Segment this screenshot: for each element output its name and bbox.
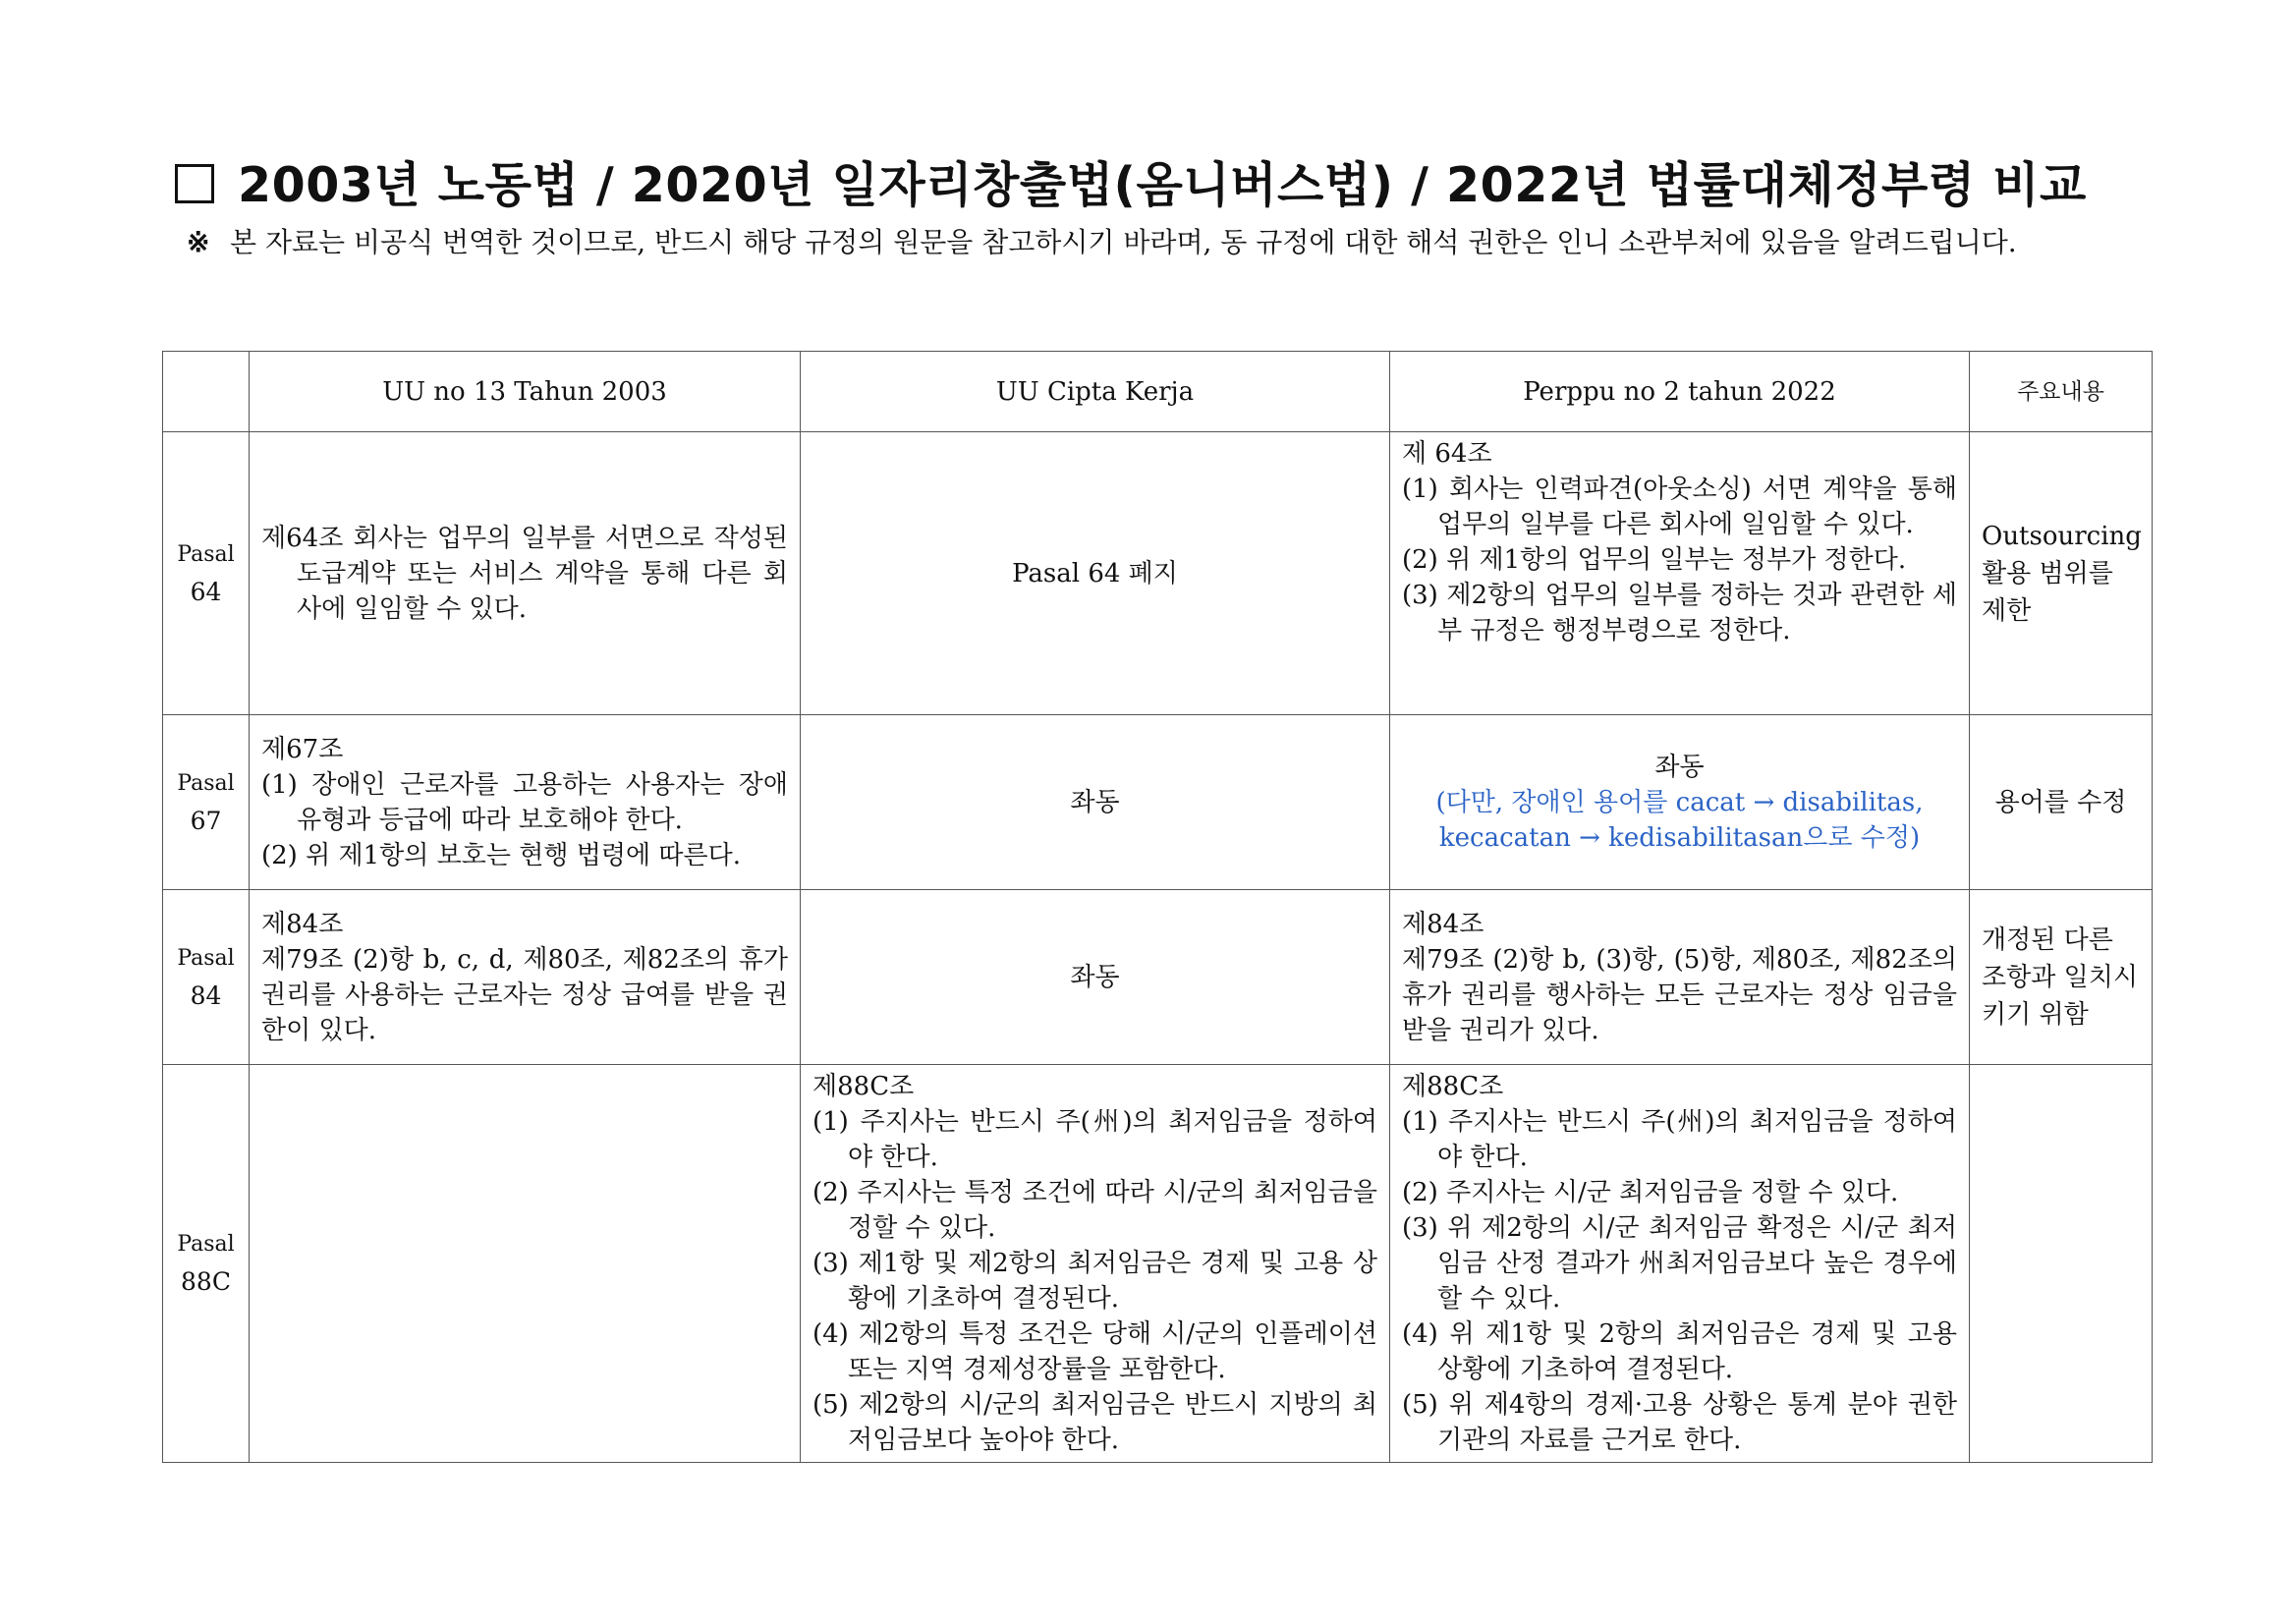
perppu-terminology-note: (다만, 장애인 용어를 cacat → disabilitas, kecacatan → kedisabilitasan으로 수정) xyxy=(1435,787,1924,853)
reference-mark-icon: ※ xyxy=(187,226,210,258)
main-content-text: 용어를 수정 xyxy=(1994,787,2127,817)
perppu-cell xyxy=(1390,890,1970,1065)
perppu-clause: (3) 제2항의 업무의 일부를 정하는 것과 관련한 세부 규정은 행정부령으로 정한다. xyxy=(1402,581,1957,645)
pasal-label: Pasal xyxy=(177,945,235,971)
uu2003-text: 제64조 회사는 업무의 일부를 서면으로 작성된 도급계약 또는 서비스 계약을 통해 다른 회사에 일임할 수 있다. xyxy=(261,523,788,624)
header-uu-2003: UU no 13 Tahun 2003 xyxy=(250,352,801,432)
perppu-clause: (1) 주지사는 반드시 주(州)의 최저임금을 정하여야 한다. xyxy=(1402,1107,1957,1172)
perppu-clause: (2) 위 제1항의 업무의 일부는 정부가 정한다. xyxy=(1402,545,1907,575)
uu2003-cell xyxy=(250,715,801,890)
ciptakerja-cell xyxy=(801,432,1390,715)
page-title-text: 2003년 노동법 / 2020년 일자리창출법(옴니버스법) / 2022년 법률대체정부령 비교 xyxy=(238,157,2087,213)
pasal-cell xyxy=(163,1065,250,1463)
perppu-clause: (3) 위 제2항의 시/군 최저임금 확정은 시/군 최저임금 산정 결과가 州최저임금보다 높은 경우에 할 수 있다. xyxy=(1402,1213,1957,1314)
perppu-article-heading: 제 64조 xyxy=(1402,439,1492,469)
pasal-number: 64 xyxy=(190,577,222,606)
perppu-article-heading: 좌동 xyxy=(1654,752,1705,782)
pasal-label: Pasal xyxy=(177,770,235,796)
header-uu-cipta-kerja: UU Cipta Kerja xyxy=(801,352,1390,432)
perppu-cell xyxy=(1390,715,1970,890)
main-content-cell xyxy=(1970,1065,2153,1463)
table-row xyxy=(163,432,2153,715)
ciptakerja-text: 좌동 xyxy=(1070,962,1120,992)
uu2003-cell xyxy=(250,1065,801,1463)
ciptakerja-text: Pasal 64 폐지 xyxy=(1012,558,1178,588)
main-content-text: Outsourcing 활용 범위를 제한 xyxy=(1982,521,2142,626)
header-empty xyxy=(163,352,250,432)
perppu-article-heading: 제84조 xyxy=(1402,909,1484,939)
ciptakerja-text: 좌동 xyxy=(1070,787,1120,817)
ciptakerja-clause: (2) 주지사는 특정 조건에 따라 시/군의 최저임금을 정할 수 있다. xyxy=(812,1178,1377,1243)
header-main-content: 주요내용 xyxy=(1970,352,2153,432)
pasal-cell xyxy=(163,715,250,890)
main-content-cell xyxy=(1970,432,2153,715)
uu2003-article-heading: 제84조 xyxy=(261,909,344,939)
header-perppu-2022: Perppu no 2 tahun 2022 xyxy=(1390,352,1970,432)
uu2003-clause: (2) 위 제1항의 보호는 현행 법령에 따른다. xyxy=(261,840,741,870)
ciptakerja-cell xyxy=(801,715,1390,890)
ciptakerja-cell xyxy=(801,1065,1390,1463)
uu2003-article-heading: 제67조 xyxy=(261,734,344,764)
uu2003-clause: (1) 장애인 근로자를 고용하는 사용자는 장애 유형과 등급에 따라 보호해야 한다. xyxy=(261,769,788,835)
perppu-clause: (5) 위 제4항의 경제·고용 상황은 통계 분야 권한 기관의 자료를 근거로 한다. xyxy=(1402,1390,1957,1455)
uu2003-cell xyxy=(250,890,801,1065)
comparison-table xyxy=(162,351,2153,1463)
pasal-number: 67 xyxy=(190,806,222,835)
ciptakerja-clause: (1) 주지사는 반드시 주(州)의 최저임금을 정하여야 한다. xyxy=(812,1107,1377,1172)
table-row xyxy=(163,890,2153,1065)
pasal-label: Pasal xyxy=(177,541,235,567)
ciptakerja-cell xyxy=(801,890,1390,1065)
uu2003-cell xyxy=(250,432,801,715)
table-header-row xyxy=(163,352,2153,432)
perppu-article-heading: 제88C조 xyxy=(1402,1072,1504,1101)
pasal-cell xyxy=(163,432,250,715)
pasal-cell xyxy=(163,890,250,1065)
ciptakerja-clause: (3) 제1항 및 제2항의 최저임금은 경제 및 고용 상황에 기초하여 결정된다. xyxy=(812,1249,1377,1314)
perppu-text: 제79조 (2)항 b, (3)항, (5)항, 제80조, 제82조의 휴가 권리를 행사하는 모든 근로자는 정상 임금을 받을 권리가 있다. xyxy=(1402,944,1957,1045)
perppu-cell xyxy=(1390,432,1970,715)
perppu-clause: (2) 주지사는 시/군 최저임금을 정할 수 있다. xyxy=(1402,1178,1899,1207)
ciptakerja-article-heading: 제88C조 xyxy=(812,1072,915,1101)
table-row xyxy=(163,1065,2153,1463)
perppu-clause: (4) 위 제1항 및 2항의 최저임금은 경제 및 고용 상황에 기초하여 결정된다. xyxy=(1402,1319,1957,1384)
perppu-clause: (1) 회사는 인력파견(아웃소싱) 서면 계약을 통해 업무의 일부를 다른 회사에 일임할 수 있다. xyxy=(1402,475,1957,539)
checkbox-square-icon xyxy=(175,164,214,203)
ciptakerja-clause: (5) 제2항의 시/군의 최저임금은 반드시 지방의 최저임금보다 높아야 한다. xyxy=(812,1390,1377,1455)
ciptakerja-clause: (4) 제2항의 특정 조건은 당해 시/군의 인플레이션 또는 지역 경제성장률을 포함한다. xyxy=(812,1319,1377,1384)
main-content-cell xyxy=(1970,890,2153,1065)
disclaimer-notice xyxy=(187,218,2147,266)
pasal-label: Pasal xyxy=(177,1232,235,1257)
disclaimer-text: 본 자료는 비공식 번역한 것이므로, 반드시 해당 규정의 원문을 참고하시기 바라며, 동 규정에 대한 해석 권한은 인니 소관부처에 있음을 알려드립니다. xyxy=(230,226,2017,258)
table-row xyxy=(163,715,2153,890)
main-content-cell xyxy=(1970,715,2153,890)
pasal-number: 88C xyxy=(181,1267,231,1296)
page-title xyxy=(175,147,2140,216)
uu2003-text: 제79조 (2)항 b, c, d, 제80조, 제82조의 휴가권리를 사용하는 근로자는 정상 급여를 받을 권한이 있다. xyxy=(261,944,788,1045)
perppu-cell xyxy=(1390,1065,1970,1463)
pasal-number: 84 xyxy=(190,980,222,1010)
main-content-text: 개정된 다른 조항과 일치시키기 위함 xyxy=(1982,924,2138,1030)
